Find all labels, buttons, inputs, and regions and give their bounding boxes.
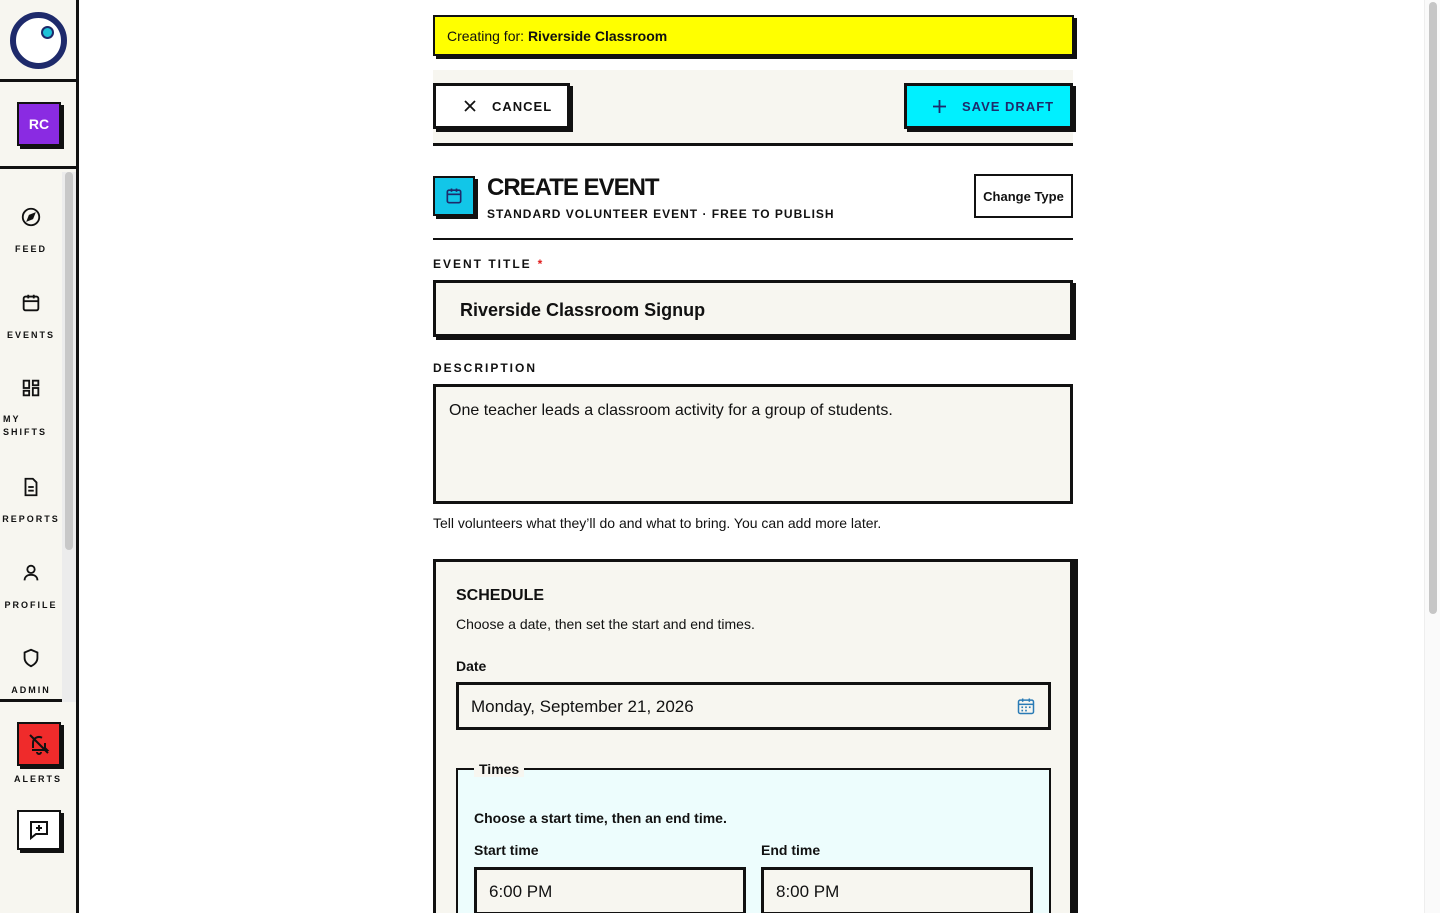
logo-area [0,0,76,82]
event-title-label [433,257,544,271]
nav-label-my-shifts [0,413,62,439]
creating-for-banner [433,15,1074,56]
nav-label-feed: FEED [14,244,47,254]
dashboard-icon [20,377,42,399]
nav-label-my: MY [3,414,21,424]
user-icon [20,562,42,584]
creating-for-org: Riverside Classroom [527,28,668,44]
message-plus-icon [27,818,51,842]
end-time-label: End time [761,842,821,858]
shield-icon [20,647,42,669]
description-textarea[interactable]: One teacher leads a classroom activity for a group of students. [433,384,1073,504]
schedule-title: SCHEDULE [456,587,545,604]
page-title: CREATE EVENT [487,174,659,201]
calendar-picker-icon[interactable] [1016,696,1036,716]
save-draft-label: SAVE DRAFT [962,98,1055,114]
page-scrollbar[interactable] [1424,0,1440,913]
date-value: Monday, September 21, 2026 [471,697,694,716]
save-draft-button[interactable] [904,83,1073,129]
date-input[interactable] [456,682,1051,730]
schedule-help-text: Choose a date, then set the start and end times. [456,616,755,632]
nav-label-shifts: SHIFTS [3,427,48,437]
description-help-text: Tell volunteers what they’ll do and what to bring. You can add more later. [433,515,882,531]
end-time-input[interactable]: 8:00 PM [761,867,1033,913]
start-time-label: Start time [474,842,539,858]
times-help-text: Choose a start time, then an end time. [474,810,727,826]
change-type-button[interactable]: Change Type [974,174,1073,218]
date-label: Date [456,658,487,674]
page-scroll-thumb[interactable] [1429,2,1437,614]
nav-item-feed[interactable] [0,206,62,254]
plus-icon [933,100,946,113]
alerts-label: ALERTS [14,774,62,784]
nav-label-admin: ADMIN [11,685,51,695]
creating-for-prefix: Creating for: [447,28,525,44]
nav-label-profile: PROFILE [4,600,58,610]
logo-dot [41,26,54,39]
page-subtitle: STANDARD VOLUNTEER EVENT · FREE TO PUBLISH [487,207,835,221]
org-switcher-area [0,82,76,169]
nav-item-admin[interactable] [0,647,62,695]
app-logo[interactable] [10,12,67,69]
nav-item-profile[interactable] [0,562,62,610]
event-title-label-text: EVENT TITLE [433,257,532,271]
alerts-button[interactable] [17,722,61,766]
nav-item-my-shifts[interactable] [0,377,62,439]
times-fieldset [456,761,1051,913]
sidebar [0,0,79,913]
start-time-input[interactable]: 6:00 PM [474,867,746,913]
compass-icon [20,206,42,228]
nav-label-reports: REPORTS [2,514,60,524]
close-icon [464,100,476,112]
event-type-badge [433,176,475,216]
event-title-input[interactable]: Riverside Classroom Signup [433,280,1073,337]
calendar-icon [444,186,464,206]
nav-label-events: EVENTS [6,330,55,340]
cancel-button[interactable] [433,83,570,129]
feedback-button[interactable] [17,810,61,850]
bell-off-icon [27,732,51,756]
required-marker: * [537,257,545,271]
times-legend: Times [474,761,524,777]
description-label: DESCRIPTION [433,361,538,375]
sidebar-scrollbar[interactable] [62,172,76,702]
org-avatar[interactable]: RC [17,102,61,146]
cancel-label: CANCEL [492,98,553,114]
page-header [433,146,1073,240]
calendar-icon [20,292,42,314]
nav-item-events[interactable] [0,292,62,340]
document-icon [20,476,42,498]
schedule-section [433,559,1073,913]
sidebar-scroll-thumb[interactable] [65,172,73,550]
nav-item-reports[interactable] [0,476,62,524]
action-toolbar [433,70,1073,146]
